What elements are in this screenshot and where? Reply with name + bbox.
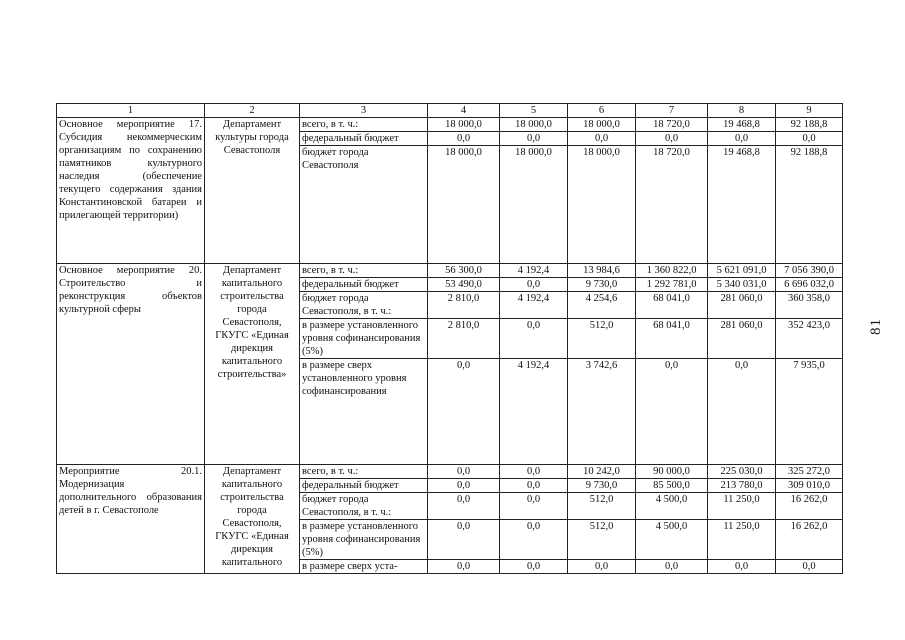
value-cell: 92 188,8 [776,146,843,264]
table-row [57,465,843,479]
department-cell: Департамент капитального строительства города Севастополя, ГКУГС «Единая дирекция капитального [205,465,300,574]
value-cell: 16 262,0 [776,493,843,520]
value-cell: 0,0 [636,560,708,574]
value-cell: 0,0 [708,560,776,574]
value-cell: 18 000,0 [568,118,636,132]
value-cell: 9 730,0 [568,479,636,493]
value-cell: 512,0 [568,520,636,560]
header-cell: 8 [708,104,776,118]
header-cell: 6 [568,104,636,118]
header-cell: 4 [428,104,500,118]
value-cell: 2 810,0 [428,292,500,319]
value-cell: 0,0 [500,560,568,574]
value-cell: 13 984,6 [568,264,636,278]
funding-source-cell: всего, в т. ч.: [300,118,428,132]
value-cell: 0,0 [428,560,500,574]
value-cell: 360 358,0 [776,292,843,319]
value-cell: 0,0 [500,520,568,560]
page-number: 81 [868,318,884,335]
value-cell: 18 000,0 [428,118,500,132]
value-cell: 4 192,4 [500,264,568,278]
value-cell: 19 468,8 [708,146,776,264]
department-cell: Департамент культуры города Севастополя [205,118,300,264]
value-cell: 213 780,0 [708,479,776,493]
value-cell: 325 272,0 [776,465,843,479]
value-cell: 309 010,0 [776,479,843,493]
value-cell: 512,0 [568,319,636,359]
value-cell: 68 041,0 [636,319,708,359]
header-cell: 1 [57,104,205,118]
funding-source-cell: бюджет города Севастополя [300,146,428,264]
value-cell: 281 060,0 [708,319,776,359]
value-cell: 0,0 [428,132,500,146]
value-cell: 4 500,0 [636,493,708,520]
funding-source-cell: федеральный бюджет [300,479,428,493]
value-cell: 0,0 [500,465,568,479]
funding-source-cell: всего, в т. ч.: [300,264,428,278]
value-cell: 0,0 [500,278,568,292]
budget-table [56,103,843,574]
value-cell: 0,0 [708,132,776,146]
value-cell: 0,0 [500,319,568,359]
value-cell: 90 000,0 [636,465,708,479]
value-cell: 0,0 [708,359,776,465]
value-cell: 18 720,0 [636,146,708,264]
value-cell: 9 730,0 [568,278,636,292]
value-cell: 225 030,0 [708,465,776,479]
value-cell: 18 000,0 [428,146,500,264]
value-cell: 18 000,0 [568,146,636,264]
value-cell: 0,0 [776,560,843,574]
value-cell: 16 262,0 [776,520,843,560]
value-cell: 4 254,6 [568,292,636,319]
value-cell: 1 292 781,0 [636,278,708,292]
header-cell: 3 [300,104,428,118]
value-cell: 92 188,8 [776,118,843,132]
value-cell: 11 250,0 [708,493,776,520]
table-row [57,264,843,278]
value-cell: 0,0 [636,132,708,146]
funding-source-cell: в размере установленного уровня софинансирования (5%) [300,319,428,359]
value-cell: 0,0 [776,132,843,146]
header-cell: 5 [500,104,568,118]
funding-source-cell: в размере сверх установленного уровня софинансирования [300,359,428,465]
value-cell: 19 468,8 [708,118,776,132]
value-cell: 281 060,0 [708,292,776,319]
value-cell: 0,0 [428,520,500,560]
value-cell: 6 696 032,0 [776,278,843,292]
value-cell: 5 621 091,0 [708,264,776,278]
value-cell: 18 720,0 [636,118,708,132]
value-cell: 56 300,0 [428,264,500,278]
funding-source-cell: федеральный бюджет [300,132,428,146]
funding-source-cell: в размере сверх уста- [300,560,428,574]
value-cell: 10 242,0 [568,465,636,479]
value-cell: 7 935,0 [776,359,843,465]
activity-cell: Основное мероприятие 20. Строительство и реконструкция объектов культурной сферы [57,264,205,465]
funding-source-cell: в размере установленного уровня софинансирования (5%) [300,520,428,560]
value-cell: 68 041,0 [636,292,708,319]
table-row [57,118,843,132]
value-cell: 85 500,0 [636,479,708,493]
value-cell: 11 250,0 [708,520,776,560]
funding-source-cell: всего, в т. ч.: [300,465,428,479]
value-cell: 4 192,4 [500,359,568,465]
value-cell: 0,0 [568,132,636,146]
value-cell: 0,0 [500,479,568,493]
value-cell: 53 490,0 [428,278,500,292]
department-cell: Департамент капитального строительства города Севастополя, ГКУГС «Единая дирекция капитального строительства» [205,264,300,465]
header-row [57,104,843,118]
value-cell: 0,0 [500,132,568,146]
value-cell: 0,0 [428,493,500,520]
value-cell: 0,0 [500,493,568,520]
header-cell: 2 [205,104,300,118]
value-cell: 0,0 [568,560,636,574]
header-cell: 7 [636,104,708,118]
value-cell: 18 000,0 [500,118,568,132]
header-cell: 9 [776,104,843,118]
value-cell: 5 340 031,0 [708,278,776,292]
value-cell: 7 056 390,0 [776,264,843,278]
value-cell: 1 360 822,0 [636,264,708,278]
value-cell: 512,0 [568,493,636,520]
activity-cell: Основное мероприятие 17. Субсидия некоммерческим организациям по сохранению памятников культурного наследия (обеспечение текущего содержания здания Константиновской батареи и прилегающей территории) [57,118,205,264]
value-cell: 0,0 [428,359,500,465]
value-cell: 2 810,0 [428,319,500,359]
value-cell: 0,0 [636,359,708,465]
value-cell: 0,0 [428,465,500,479]
funding-source-cell: федеральный бюджет [300,278,428,292]
value-cell: 4 192,4 [500,292,568,319]
value-cell: 18 000,0 [500,146,568,264]
value-cell: 0,0 [428,479,500,493]
funding-source-cell: бюджет города Севастополя, в т. ч.: [300,493,428,520]
activity-cell: Мероприятие 20.1. Модернизация дополнительного образования детей в г. Севастополе [57,465,205,574]
funding-source-cell: бюджет города Севастополя, в т. ч.: [300,292,428,319]
value-cell: 352 423,0 [776,319,843,359]
value-cell: 3 742,6 [568,359,636,465]
value-cell: 4 500,0 [636,520,708,560]
